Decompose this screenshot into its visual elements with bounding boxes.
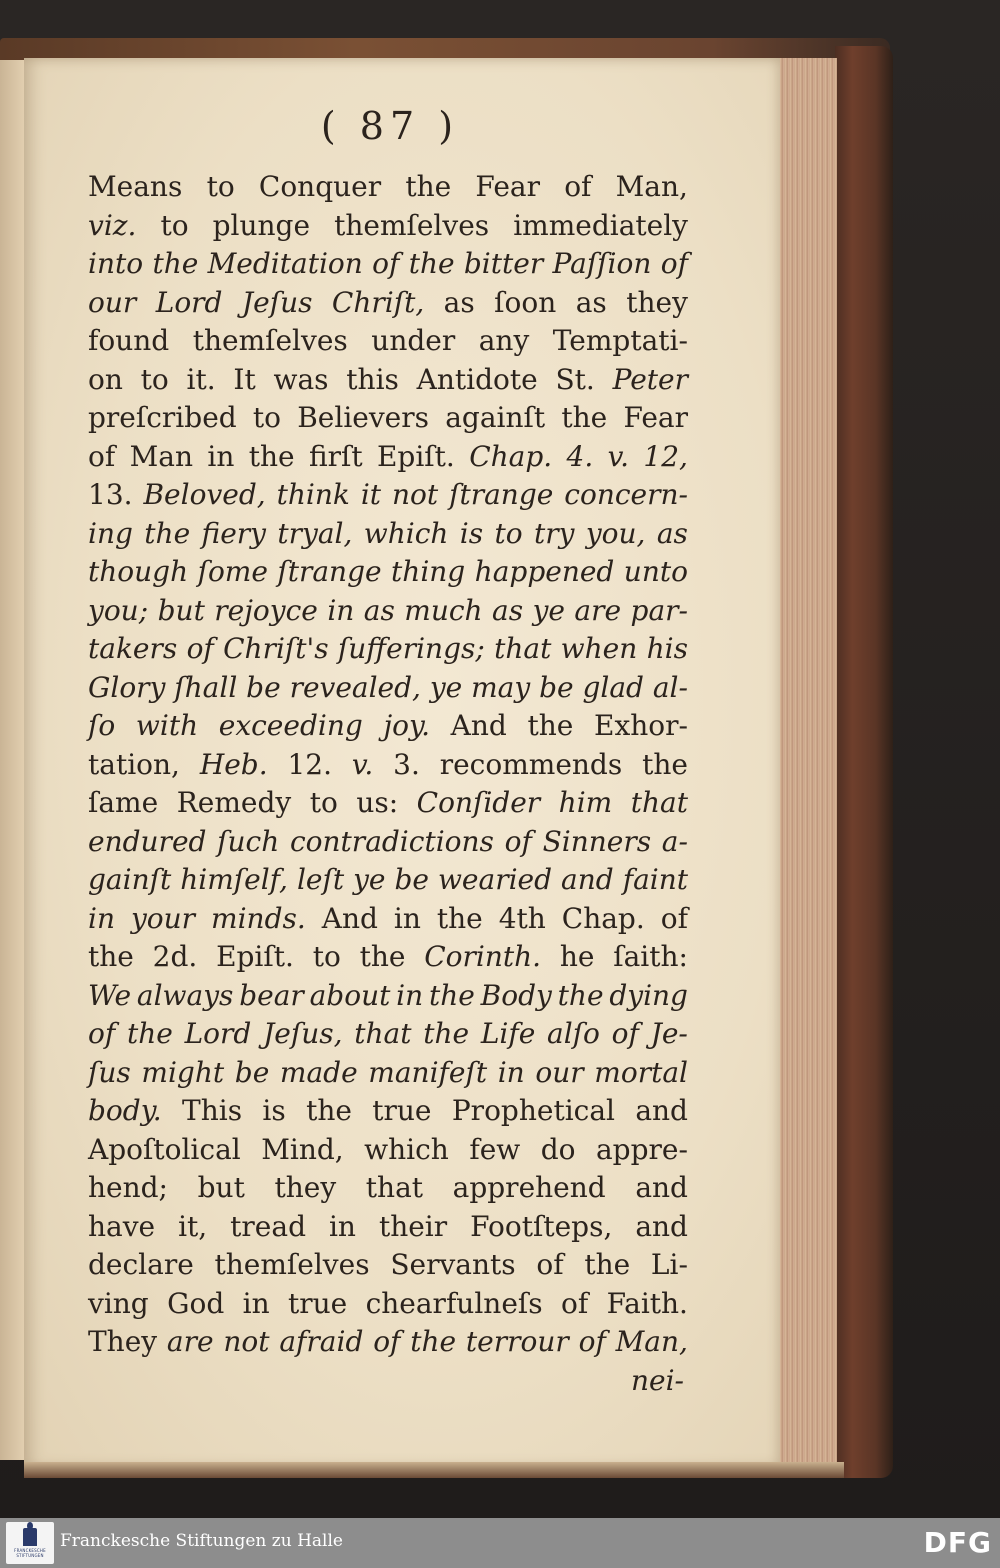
word: are bbox=[574, 593, 622, 627]
word: are bbox=[166, 1325, 214, 1358]
word: the bbox=[557, 978, 604, 1012]
word: Body bbox=[480, 978, 552, 1012]
word: It bbox=[233, 362, 256, 396]
word: as bbox=[363, 593, 395, 627]
word: viz. bbox=[88, 208, 137, 242]
word: which bbox=[364, 1132, 449, 1166]
word: to bbox=[160, 208, 189, 242]
word: and bbox=[635, 1094, 688, 1127]
word: as bbox=[575, 285, 607, 319]
word: found bbox=[88, 324, 170, 357]
word: v. bbox=[351, 747, 374, 781]
word: to bbox=[309, 786, 338, 819]
word: true bbox=[372, 1094, 432, 1127]
word: Jeſus bbox=[241, 285, 313, 319]
word: ving bbox=[88, 1286, 149, 1320]
word: ye bbox=[353, 863, 386, 896]
word: the bbox=[126, 1017, 173, 1050]
word: glad bbox=[582, 670, 644, 704]
word: of bbox=[660, 901, 688, 935]
text-line bbox=[88, 630, 688, 669]
word: ſufferings; bbox=[337, 632, 485, 665]
word: they bbox=[274, 1171, 337, 1204]
word: firſt bbox=[308, 439, 363, 473]
word: to bbox=[252, 401, 282, 434]
word: ſo bbox=[88, 709, 116, 742]
word: the bbox=[436, 901, 483, 935]
page-text bbox=[88, 168, 688, 1400]
word: under bbox=[371, 324, 456, 357]
word: Peter bbox=[612, 362, 688, 396]
word: And bbox=[321, 901, 378, 935]
word: our bbox=[88, 285, 137, 319]
text-line bbox=[88, 1323, 688, 1362]
dfg-logo[interactable]: DFG bbox=[923, 1526, 992, 1559]
word: 2d. bbox=[152, 940, 198, 973]
word: of bbox=[561, 1286, 589, 1320]
word: in bbox=[242, 1286, 270, 1320]
word: minds. bbox=[211, 901, 306, 935]
text-line bbox=[88, 938, 688, 977]
word: 12, bbox=[643, 439, 688, 473]
word: Temptati- bbox=[552, 324, 688, 357]
word: Conſider bbox=[416, 786, 541, 819]
word: recommends bbox=[439, 747, 623, 781]
word: a- bbox=[661, 824, 688, 858]
word: the bbox=[405, 170, 452, 203]
text-line bbox=[88, 438, 688, 477]
word: Jeſus, bbox=[263, 1017, 343, 1050]
word: ing bbox=[88, 516, 133, 550]
word: be bbox=[246, 670, 281, 704]
word: They bbox=[88, 1325, 158, 1358]
word: on bbox=[88, 362, 123, 396]
word: fiery bbox=[201, 516, 266, 550]
word: Sinners bbox=[542, 824, 652, 858]
word: joy. bbox=[383, 709, 430, 742]
word: have bbox=[88, 1209, 156, 1243]
text-line bbox=[88, 1208, 688, 1247]
word: apprehend bbox=[452, 1171, 606, 1204]
word: ſus bbox=[88, 1055, 131, 1089]
word: not bbox=[223, 1325, 270, 1358]
word: may bbox=[471, 670, 531, 704]
word: chearfulneſs bbox=[365, 1286, 543, 1320]
word: contradictions bbox=[289, 824, 494, 858]
word: Chap. bbox=[469, 439, 553, 473]
word: think bbox=[276, 478, 350, 511]
word: Remedy bbox=[176, 786, 292, 819]
word: wearied bbox=[437, 863, 553, 896]
word: ye bbox=[429, 670, 463, 704]
text-line bbox=[88, 1015, 688, 1054]
word: takers bbox=[88, 632, 178, 665]
word: the bbox=[359, 940, 406, 973]
word: ſtrange bbox=[449, 478, 554, 511]
book-cover-right bbox=[835, 46, 893, 1478]
word: but bbox=[197, 1171, 245, 1204]
word: you, bbox=[585, 516, 646, 550]
word: not bbox=[391, 478, 439, 511]
word: preſcribed bbox=[88, 401, 237, 434]
word: Apoſtolical bbox=[88, 1132, 241, 1166]
word: Believers bbox=[297, 401, 430, 434]
word: hend; bbox=[88, 1171, 168, 1204]
text-line bbox=[88, 245, 688, 284]
institution-name[interactable]: Franckesche Stiftungen zu Halle bbox=[60, 1531, 343, 1551]
word: their bbox=[378, 1209, 448, 1243]
word: few bbox=[469, 1132, 521, 1166]
word: be bbox=[539, 670, 574, 704]
word: it. bbox=[186, 362, 216, 396]
word: thing bbox=[391, 555, 466, 588]
text-line bbox=[88, 1092, 688, 1131]
word: ſoon bbox=[494, 285, 557, 319]
word: themſelves bbox=[192, 324, 348, 357]
word: ſhall bbox=[174, 670, 238, 704]
word: and bbox=[635, 1209, 688, 1243]
word: Servants bbox=[390, 1248, 516, 1281]
word: was bbox=[273, 362, 329, 396]
word: but bbox=[157, 593, 205, 627]
word: with bbox=[135, 709, 199, 742]
text-line bbox=[88, 515, 688, 554]
word: might bbox=[141, 1055, 225, 1089]
word: ſaith: bbox=[613, 940, 688, 973]
word: ye bbox=[532, 593, 565, 627]
word: faint bbox=[622, 863, 688, 896]
word: any bbox=[478, 324, 530, 357]
word: be bbox=[234, 1055, 270, 1089]
word: of bbox=[372, 247, 400, 280]
word: Fear bbox=[623, 401, 688, 434]
word: mortal bbox=[594, 1055, 688, 1089]
word: in bbox=[497, 1055, 525, 1089]
word: it bbox=[360, 478, 382, 511]
word: is bbox=[262, 1094, 286, 1127]
word: he bbox=[559, 940, 595, 973]
word: appre- bbox=[595, 1132, 688, 1166]
word: the bbox=[144, 516, 191, 550]
word: the bbox=[408, 247, 455, 280]
word: in bbox=[327, 593, 355, 627]
text-line bbox=[88, 1246, 688, 1285]
word: our bbox=[535, 1055, 584, 1089]
word: alſo bbox=[547, 1017, 600, 1050]
logo-caption: FRANCKESCHE STIFTUNGEN bbox=[14, 1548, 46, 1558]
word: to bbox=[206, 170, 235, 203]
word: the bbox=[423, 1017, 470, 1050]
word: of bbox=[611, 1017, 639, 1050]
word: which bbox=[363, 516, 449, 550]
word: Mind, bbox=[261, 1132, 344, 1166]
word: Footſteps, bbox=[470, 1209, 613, 1243]
word: Prophetical bbox=[451, 1094, 615, 1127]
word: rejoyce bbox=[214, 593, 318, 627]
word: ſome bbox=[197, 555, 268, 588]
word: leſt bbox=[296, 863, 345, 896]
text-line bbox=[88, 553, 688, 592]
text-line bbox=[88, 1169, 688, 1208]
word: of bbox=[186, 632, 214, 665]
word: 3. bbox=[393, 747, 420, 781]
word: Chap. bbox=[561, 901, 645, 935]
word: We bbox=[88, 978, 132, 1012]
word: of bbox=[88, 1017, 116, 1050]
word: declare bbox=[88, 1248, 194, 1281]
word: gainſt bbox=[88, 863, 172, 896]
word: in bbox=[393, 901, 421, 935]
word: much bbox=[404, 593, 483, 627]
word: the bbox=[642, 747, 688, 781]
word: as bbox=[492, 593, 524, 627]
word: terrour bbox=[465, 1325, 569, 1358]
word: of bbox=[564, 170, 592, 203]
word: the bbox=[248, 439, 295, 473]
word: always bbox=[136, 978, 234, 1012]
word: Paſſion bbox=[552, 247, 652, 280]
text-line bbox=[88, 977, 688, 1016]
word: Exhor- bbox=[594, 709, 688, 742]
word: of bbox=[504, 824, 532, 858]
word: true bbox=[287, 1286, 348, 1320]
word: body. bbox=[88, 1094, 162, 1127]
word: Chriſt, bbox=[331, 285, 425, 319]
word: Chriſt's bbox=[223, 632, 329, 665]
word: Epiſt. bbox=[376, 439, 455, 473]
word: Antidote bbox=[416, 362, 538, 396]
word: This bbox=[182, 1094, 243, 1127]
word: in bbox=[207, 439, 235, 473]
word: though bbox=[88, 555, 189, 588]
word: ſame bbox=[88, 786, 159, 819]
word: be bbox=[394, 863, 429, 896]
word: you; bbox=[88, 593, 149, 627]
word: 4th bbox=[498, 901, 546, 935]
word: your bbox=[130, 901, 196, 935]
text-line bbox=[88, 592, 688, 631]
word: Life bbox=[480, 1017, 536, 1050]
word: his bbox=[646, 632, 688, 665]
word: Li- bbox=[650, 1248, 688, 1281]
word: dying bbox=[609, 978, 688, 1012]
word: tation, bbox=[88, 747, 180, 781]
word: Heb. bbox=[199, 747, 268, 781]
word: v. bbox=[607, 439, 630, 473]
text-line bbox=[88, 361, 688, 400]
page-number: ( 87 ) bbox=[320, 104, 460, 148]
text-line bbox=[88, 861, 688, 900]
word: bitter bbox=[463, 247, 544, 280]
text-line bbox=[88, 746, 688, 785]
word: tryal, bbox=[277, 516, 353, 550]
word: in bbox=[88, 901, 115, 935]
word: to bbox=[140, 362, 169, 396]
word: the bbox=[152, 247, 199, 280]
word: Man bbox=[129, 439, 193, 473]
word: to bbox=[494, 516, 523, 550]
footer-bar bbox=[0, 1518, 1000, 1568]
word: Man, bbox=[615, 1325, 688, 1358]
text-line bbox=[88, 476, 688, 515]
word: Glory bbox=[88, 670, 166, 704]
word: when bbox=[560, 632, 638, 665]
text-line bbox=[88, 669, 688, 708]
word: Fear bbox=[475, 170, 540, 203]
text-line bbox=[88, 1054, 688, 1093]
word: manifeſt bbox=[368, 1055, 488, 1089]
text-line bbox=[88, 900, 688, 939]
word: about bbox=[309, 978, 391, 1012]
text-line bbox=[88, 399, 688, 438]
word: of bbox=[536, 1248, 564, 1281]
text-line bbox=[88, 284, 688, 323]
word: plunge bbox=[212, 208, 311, 242]
word: do bbox=[540, 1132, 576, 1166]
word: as bbox=[443, 285, 475, 319]
word: concern- bbox=[564, 478, 688, 511]
word: it, bbox=[178, 1209, 208, 1243]
word: of bbox=[373, 1325, 401, 1358]
word: bear bbox=[239, 978, 304, 1012]
word: Lord bbox=[184, 1017, 252, 1050]
word: himſelf, bbox=[180, 863, 288, 896]
word: as bbox=[656, 516, 688, 550]
word: that bbox=[630, 786, 688, 819]
institution-logo[interactable] bbox=[6, 1522, 54, 1564]
word: God bbox=[167, 1286, 225, 1320]
word: St. bbox=[555, 362, 595, 396]
catchword: nei- bbox=[630, 1363, 684, 1397]
word: in bbox=[396, 978, 424, 1012]
word: Meditation bbox=[207, 247, 363, 280]
word: tread bbox=[230, 1209, 306, 1243]
word: 12. bbox=[287, 747, 333, 781]
text-line bbox=[88, 168, 688, 207]
word: him bbox=[558, 786, 613, 819]
word: Epiſt. bbox=[216, 940, 294, 973]
word: happened bbox=[474, 555, 615, 588]
word: immediately bbox=[513, 208, 688, 242]
page-edges bbox=[778, 58, 837, 1468]
word: of bbox=[660, 247, 688, 280]
text-line bbox=[88, 823, 688, 862]
word: of bbox=[88, 439, 116, 473]
word: and bbox=[635, 1171, 688, 1204]
text-line bbox=[88, 1131, 688, 1170]
word: the bbox=[584, 1248, 631, 1281]
word: that bbox=[354, 1017, 412, 1050]
word: that bbox=[494, 632, 552, 665]
word: Faith. bbox=[606, 1286, 688, 1320]
text-line bbox=[88, 207, 688, 246]
word: Je- bbox=[650, 1017, 688, 1050]
word: afraid bbox=[279, 1325, 364, 1358]
word: Man, bbox=[615, 170, 688, 203]
word: this bbox=[346, 362, 399, 396]
word: the bbox=[527, 709, 574, 742]
text-line bbox=[88, 1285, 688, 1324]
word: Means bbox=[88, 170, 183, 203]
word: revealed, bbox=[289, 670, 421, 704]
orphanage-logo-icon bbox=[23, 1528, 37, 1546]
word: againſt bbox=[445, 401, 546, 434]
word: they bbox=[626, 285, 688, 319]
word: and bbox=[561, 863, 614, 896]
word: par- bbox=[630, 593, 688, 627]
word: endured bbox=[88, 824, 207, 858]
text-line bbox=[88, 322, 688, 361]
word: that bbox=[365, 1171, 424, 1204]
word: And bbox=[450, 709, 507, 742]
word: ſuch bbox=[217, 824, 280, 858]
word: in bbox=[328, 1209, 356, 1243]
word: the bbox=[410, 1325, 457, 1358]
word: Corinth. bbox=[424, 940, 542, 973]
text-line bbox=[88, 784, 688, 823]
word: al- bbox=[652, 670, 688, 704]
word: Conquer bbox=[258, 170, 382, 203]
word: to bbox=[312, 940, 341, 973]
word: try bbox=[533, 516, 575, 550]
word: the bbox=[428, 978, 475, 1012]
word: 13. bbox=[88, 478, 133, 511]
word: us: bbox=[356, 786, 399, 819]
word: exceeding bbox=[218, 709, 363, 742]
word: the bbox=[88, 940, 134, 973]
word: of bbox=[578, 1325, 606, 1358]
word: the bbox=[306, 1094, 352, 1127]
word: themſelves bbox=[214, 1248, 370, 1281]
word: into bbox=[88, 247, 144, 280]
word: made bbox=[279, 1055, 358, 1089]
word: unto bbox=[623, 555, 688, 588]
text-line bbox=[88, 707, 688, 746]
word: is bbox=[459, 516, 484, 550]
word: Beloved, bbox=[143, 478, 266, 511]
word: the bbox=[561, 401, 608, 434]
word: ſtrange bbox=[277, 555, 382, 588]
word: Lord bbox=[155, 285, 223, 319]
word: themſelves bbox=[334, 208, 490, 242]
word: 4. bbox=[566, 439, 594, 473]
book-bottom-edge bbox=[24, 1462, 844, 1478]
